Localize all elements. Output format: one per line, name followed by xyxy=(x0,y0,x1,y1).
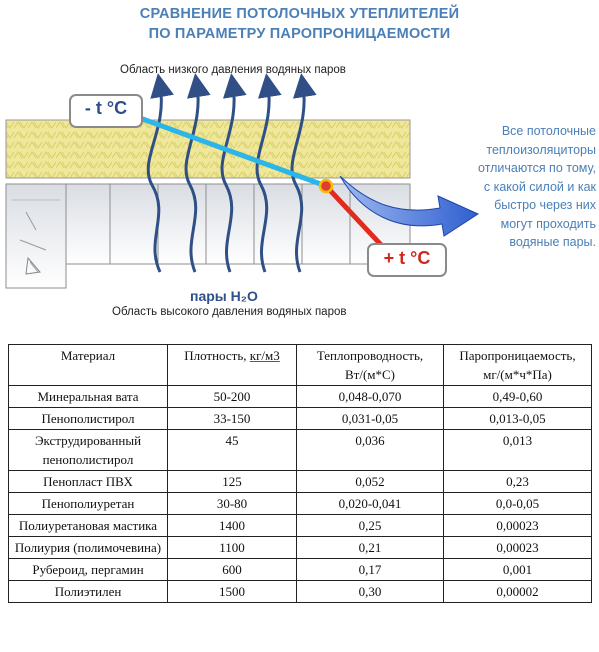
note-line: могут проходить xyxy=(500,216,596,231)
header-density-a: Плотность, xyxy=(184,348,250,363)
title-line-1: СРАВНЕНИЕ ПОТОЛОЧНЫХ УТЕПЛИТЕЛЕЙ xyxy=(139,6,460,22)
table-row xyxy=(9,537,592,559)
cell-density: 125 xyxy=(168,471,297,493)
ceiling-structure xyxy=(6,184,410,288)
cell-permeability: 0,49-0,60 xyxy=(444,386,592,408)
cell-permeability: 0,00023 xyxy=(444,515,592,537)
table-row xyxy=(9,386,592,408)
table-row xyxy=(9,408,592,430)
cell-material: Минеральная вата xyxy=(9,386,168,408)
header-density xyxy=(168,345,297,386)
cell-conductivity: 0,25 xyxy=(297,515,444,537)
cell-conductivity: 0,036 xyxy=(297,430,444,471)
cell-density: 600 xyxy=(168,559,297,581)
table-row xyxy=(9,559,592,581)
cell-material: Экструдированный пенополистирол xyxy=(9,430,168,471)
cell-material: Полиуретановая мастика xyxy=(9,515,168,537)
cell-material: Пенополистирол xyxy=(9,408,168,430)
cell-permeability: 0,013-0,05 xyxy=(444,408,592,430)
cell-permeability: 0,0-0,05 xyxy=(444,493,592,515)
cell-conductivity: 0,30 xyxy=(297,581,444,603)
header-conductivity-b: Вт/(м*С) xyxy=(344,367,396,382)
cell-density: 33-150 xyxy=(168,408,297,430)
insulation-layer xyxy=(6,120,410,178)
cell-conductivity: 0,052 xyxy=(297,471,444,493)
header-permeability-b: мг/(м*ч*Па) xyxy=(483,367,552,382)
header-permeability-a: Паропроницаемость, xyxy=(459,348,576,363)
cell-density: 1100 xyxy=(168,537,297,559)
note-line: отличаются по тому, xyxy=(478,161,596,175)
cell-permeability: 0,23 xyxy=(444,471,592,493)
note-line: водяные пары. xyxy=(509,235,596,249)
cell-conductivity: 0,17 xyxy=(297,559,444,581)
title-line-2: ПО ПАРАМЕТРУ ПАРОПРОНИЦАЕМОСТИ xyxy=(148,26,451,42)
vapor-label: пары H₂O xyxy=(190,288,258,304)
cell-material: Полиурия (полимочевина) xyxy=(9,537,168,559)
cell-conductivity: 0,020-0,041 xyxy=(297,493,444,515)
cell-material: Пенопласт ПВХ xyxy=(9,471,168,493)
cell-permeability: 0,013 xyxy=(444,430,592,471)
low-pressure-label: Область низкого давления водяных паров xyxy=(120,64,346,76)
cell-permeability: 0,00002 xyxy=(444,581,592,603)
warm-label: + t °C xyxy=(383,248,431,268)
dew-point-marker xyxy=(320,180,332,192)
cell-conductivity: 0,21 xyxy=(297,537,444,559)
cell-density: 30-80 xyxy=(168,493,297,515)
table-row xyxy=(9,430,592,471)
insulation-comparison-table xyxy=(8,344,592,603)
cell-conductivity: 0,031-0,05 xyxy=(297,408,444,430)
header-conductivity-a: Теплопроводность, xyxy=(316,348,424,363)
side-note xyxy=(446,122,596,252)
header-conductivity xyxy=(297,345,444,386)
cell-material: Полиэтилен xyxy=(9,581,168,603)
table-row xyxy=(9,581,592,603)
note-line: быстро через них xyxy=(494,198,596,212)
cell-density: 45 xyxy=(168,430,297,471)
cell-density: 1500 xyxy=(168,581,297,603)
cell-permeability: 0,001 xyxy=(444,559,592,581)
cell-material: Пенополиуретан xyxy=(9,493,168,515)
high-pressure-label: Область высокого давления водяных паров xyxy=(112,306,347,318)
cell-density: 50-200 xyxy=(168,386,297,408)
cold-label: - t °C xyxy=(84,98,128,118)
header-material: Материал xyxy=(9,345,168,386)
table-header-row xyxy=(9,345,592,386)
cell-material: Рубероид, пергамин xyxy=(9,559,168,581)
header-density-b: кг/м3 xyxy=(249,348,280,363)
header-permeability xyxy=(444,345,592,386)
table-row xyxy=(9,515,592,537)
cell-density: 1400 xyxy=(168,515,297,537)
table-row xyxy=(9,471,592,493)
note-line: Все потолочные xyxy=(501,124,596,138)
note-line: теплоизоляциторы xyxy=(486,142,596,157)
cell-permeability: 0,00023 xyxy=(444,537,592,559)
cell-conductivity: 0,048-0,070 xyxy=(297,386,444,408)
table-row xyxy=(9,493,592,515)
note-line: с какой силой и как xyxy=(483,179,596,194)
